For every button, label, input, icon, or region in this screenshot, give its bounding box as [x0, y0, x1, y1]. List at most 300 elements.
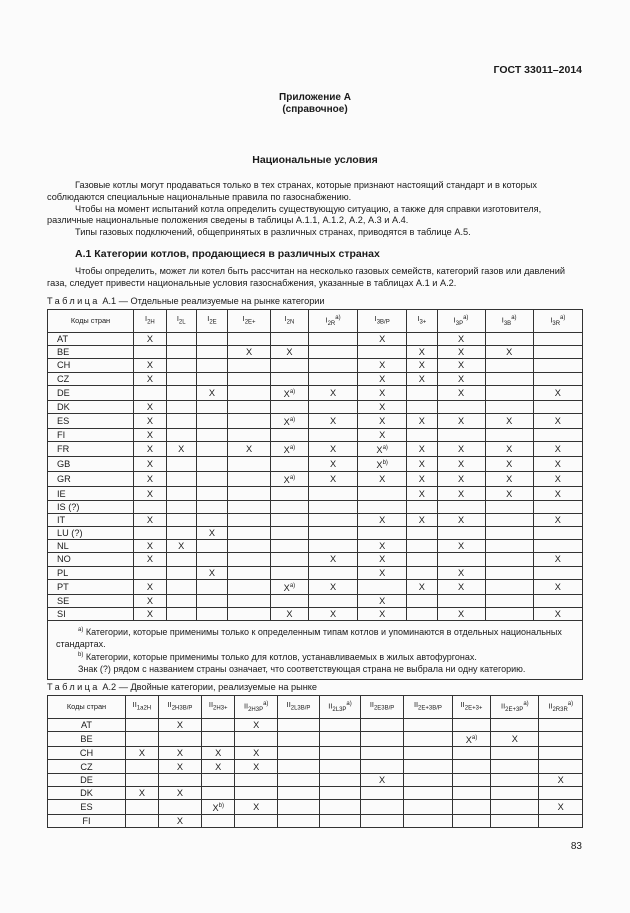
country-code: ES [48, 800, 126, 815]
category-cell: X [533, 457, 582, 472]
category-cell: X [437, 472, 485, 487]
column-header [319, 696, 360, 719]
column-header [358, 310, 407, 333]
category-cell [361, 732, 404, 747]
category-cell [158, 800, 201, 815]
category-cell [158, 773, 201, 786]
category-cell [166, 553, 196, 566]
category-cell: X [158, 786, 201, 799]
category-cell: X [308, 553, 357, 566]
category-cell: X [134, 487, 167, 500]
category-cell [485, 500, 533, 513]
category-cell: X [158, 760, 201, 773]
category-cell [319, 773, 360, 786]
category-cell: X [166, 540, 196, 553]
category-base: I [453, 315, 456, 325]
category-cell [308, 359, 357, 372]
country-code: AT [48, 719, 126, 732]
category-cell: X [437, 333, 485, 346]
country-code: CZ [48, 760, 126, 773]
category-cell [166, 594, 196, 607]
table-row [48, 414, 583, 429]
category-cell [361, 786, 404, 799]
category-cell [539, 815, 583, 828]
country-code: CH [48, 747, 126, 760]
category-cell [308, 429, 357, 442]
category-cell [166, 513, 196, 526]
country-code: BE [48, 346, 134, 359]
category-cell: X [437, 414, 485, 429]
category-cell: X [358, 540, 407, 553]
category-cell [196, 414, 228, 429]
category-cell [278, 815, 320, 828]
category-cell [228, 500, 270, 513]
category-cell: X [485, 472, 533, 487]
category-cell [166, 333, 196, 346]
category-cell: X [166, 442, 196, 457]
category-base: II [369, 700, 374, 710]
category-cell [452, 815, 490, 828]
country-code: AT [48, 333, 134, 346]
category-cell [134, 346, 167, 359]
category-cell [407, 500, 437, 513]
category-cell [196, 372, 228, 385]
category-cell: X [308, 579, 357, 594]
category-cell: $X^{a)}$ [270, 414, 308, 429]
category-cell [358, 487, 407, 500]
category-cell [126, 719, 159, 732]
category-cell [485, 527, 533, 540]
category-note: a) [263, 701, 269, 708]
table-row [48, 372, 583, 385]
category-cell: X [134, 472, 167, 487]
category-base: II [328, 701, 333, 711]
category-cell: X [407, 414, 437, 429]
category-cell [437, 429, 485, 442]
category-cell: X [134, 359, 167, 372]
cell-note: b) [218, 803, 224, 809]
category-cell: X [437, 487, 485, 500]
category-cell [491, 773, 539, 786]
category-cell: X [361, 773, 404, 786]
category-cell: X [308, 385, 357, 400]
table-row [48, 385, 583, 400]
country-code: NL [48, 540, 134, 553]
category-cell [361, 815, 404, 828]
column-header [539, 696, 583, 719]
category-cell [270, 500, 308, 513]
category-note: a) [346, 701, 352, 708]
category-cell [166, 566, 196, 579]
category-cell: X [134, 540, 167, 553]
category-cell: X [134, 457, 167, 472]
category-cell: X [196, 385, 228, 400]
category-cell [270, 553, 308, 566]
category-cell [533, 527, 582, 540]
corner-header: Коды стран [48, 696, 126, 719]
column-header [166, 310, 196, 333]
category-cell [166, 414, 196, 429]
table-row [48, 786, 583, 799]
table1-notes [48, 621, 583, 679]
category-sub: 2E+3+ [464, 705, 483, 712]
country-code: BE [48, 732, 126, 747]
table-row [48, 760, 583, 773]
category-cell: $X^{b)}$ [202, 800, 235, 815]
footnote-sign: Знак (?) рядом с названием страны означает, что соответствующая страна не выбрала ни одну категорию. [78, 663, 526, 674]
column-header [158, 696, 201, 719]
category-cell [228, 472, 270, 487]
category-base: II [243, 701, 249, 711]
category-cell: X [202, 747, 235, 760]
category-cell [166, 400, 196, 413]
category-base: II [208, 700, 214, 710]
category-cell [166, 346, 196, 359]
caption-word: Таблица [47, 682, 100, 692]
category-cell [270, 527, 308, 540]
category-cell [319, 747, 360, 760]
column-header [202, 696, 235, 719]
category-cell [270, 487, 308, 500]
category-cell [404, 760, 453, 773]
table-row [48, 400, 583, 413]
country-code: GB [48, 457, 134, 472]
table-row [48, 719, 583, 732]
category-cell: $X^{a)}$ [452, 732, 490, 747]
table-row [48, 500, 583, 513]
country-code: DK [48, 786, 126, 799]
category-cell [308, 527, 357, 540]
category-cell [202, 773, 235, 786]
category-cell [361, 719, 404, 732]
category-cell [166, 608, 196, 621]
category-note: a) [523, 701, 529, 708]
cell-note: a) [471, 735, 478, 742]
category-cell [539, 732, 583, 747]
category-cell [407, 400, 437, 413]
category-cell: X [437, 385, 485, 400]
category-cell [437, 527, 485, 540]
column-header [308, 310, 357, 333]
category-cell: X [202, 760, 235, 773]
category-cell [437, 400, 485, 413]
country-code: CZ [48, 372, 134, 385]
country-code: NO [48, 553, 134, 566]
category-cell [308, 566, 357, 579]
category-cell: X [533, 442, 582, 457]
caption-text: А.1 — Отдельные реализуемые на рынке категории [99, 296, 325, 306]
table-a2 [47, 695, 583, 828]
category-cell [202, 719, 235, 732]
category-sub: 3P [455, 320, 464, 327]
category-cell [404, 732, 453, 747]
country-code: ES [48, 414, 134, 429]
category-cell: X [533, 487, 582, 500]
category-cell: X [407, 513, 437, 526]
category-sub: 2E [209, 319, 217, 326]
category-cell [361, 800, 404, 815]
category-cell: X [134, 400, 167, 413]
category-cell [228, 359, 270, 372]
category-cell [485, 540, 533, 553]
category-cell: X [485, 487, 533, 500]
category-cell [228, 527, 270, 540]
table-row [48, 608, 583, 621]
category-base: II [132, 700, 137, 710]
category-cell [491, 786, 539, 799]
category-cell [270, 400, 308, 413]
country-code: DE [48, 385, 134, 400]
category-cell [270, 372, 308, 385]
subsection-title: А.1 Категории котлов, продающиеся в различных странах [75, 248, 380, 260]
category-cell [407, 608, 437, 621]
caption-text: А.2 — Двойные категории, реализуемые на рынке [99, 682, 317, 692]
category-base: II [501, 701, 506, 711]
category-base: I [242, 314, 245, 324]
section-title: Национальные условия [252, 154, 378, 166]
column-header [270, 310, 308, 333]
category-cell [308, 400, 357, 413]
column-header [404, 696, 453, 719]
category-cell: X [491, 732, 539, 747]
category-cell [485, 372, 533, 385]
category-cell [485, 359, 533, 372]
category-cell [319, 815, 360, 828]
category-cell [270, 513, 308, 526]
category-cell [533, 333, 582, 346]
column-header [437, 310, 485, 333]
category-cell [404, 815, 453, 828]
category-cell [308, 540, 357, 553]
category-cell [270, 540, 308, 553]
country-code: PL [48, 566, 134, 579]
category-cell: X [308, 442, 357, 457]
category-cell [491, 815, 539, 828]
category-cell: $X^{b)}$ [358, 457, 407, 472]
category-cell [485, 608, 533, 621]
category-cell: X [358, 513, 407, 526]
category-cell: $X^{a)}$ [270, 385, 308, 400]
category-cell: X [437, 359, 485, 372]
category-cell [491, 719, 539, 732]
country-code: GR [48, 472, 134, 487]
category-cell [358, 579, 407, 594]
category-cell [404, 719, 453, 732]
footnote-b [56, 650, 576, 664]
category-cell [166, 500, 196, 513]
category-note: a) [335, 315, 341, 322]
intro-paragraph: Газовые котлы могут продаваться только в тех странах, которые признают настоящий стандарт и в которых соблюдаются специальные национальные правила по газоснабжению. [47, 180, 537, 202]
table2-caption [47, 682, 317, 692]
category-sub: 2H3+ [213, 705, 228, 712]
category-cell [228, 414, 270, 429]
category-cell [235, 786, 278, 799]
country-code: SI [48, 608, 134, 621]
column-header [134, 310, 167, 333]
appendix-title: Приложение А [279, 92, 351, 103]
category-cell: X [228, 346, 270, 359]
country-code: LU (?) [48, 527, 134, 540]
table-row [48, 815, 583, 828]
category-cell [407, 385, 437, 400]
country-code: FI [48, 815, 126, 828]
table-row [48, 429, 583, 442]
category-cell: X [134, 429, 167, 442]
category-cell [202, 732, 235, 747]
table-row [48, 513, 583, 526]
category-base: II [286, 700, 291, 710]
category-base: II [548, 701, 553, 711]
category-cell [166, 487, 196, 500]
category-cell [196, 472, 228, 487]
category-cell [126, 815, 159, 828]
category-cell [404, 786, 453, 799]
category-cell [228, 540, 270, 553]
category-cell [134, 385, 167, 400]
category-cell: X [270, 346, 308, 359]
table-row [48, 732, 583, 747]
category-cell: X [358, 429, 407, 442]
country-code: FI [48, 429, 134, 442]
category-cell [452, 747, 490, 760]
category-cell: X [407, 372, 437, 385]
category-cell: X [437, 566, 485, 579]
category-cell: X [407, 359, 437, 372]
category-cell [270, 594, 308, 607]
footnote-text: Категории, которые применимы только к определенным типам котлов и упоминаются в отдельных национальных стандартах. [56, 627, 562, 649]
category-cell [407, 566, 437, 579]
category-cell [485, 553, 533, 566]
category-cell [166, 359, 196, 372]
category-cell: X [437, 372, 485, 385]
country-code: PT [48, 579, 134, 594]
category-cell: X [235, 800, 278, 815]
table-row [48, 333, 583, 346]
category-cell [196, 513, 228, 526]
category-cell: X [134, 333, 167, 346]
category-cell: X [134, 372, 167, 385]
category-cell [196, 400, 228, 413]
country-code: SE [48, 594, 134, 607]
category-sub: 2L [178, 319, 186, 326]
category-cell: X [134, 579, 167, 594]
page-number: 83 [570, 841, 582, 852]
category-cell [278, 732, 320, 747]
intro-paragraph: Чтобы на момент испытаний котла определить существующую ситуацию, а также для справки изготовителя, различные национальные положения сведены в таблицы А.1.1, А.1.2, А.2, А.3 и А.4. [47, 203, 542, 226]
category-cell: X [437, 346, 485, 359]
category-cell: X [235, 719, 278, 732]
category-cell [407, 333, 437, 346]
category-cell: X [134, 513, 167, 526]
category-cell [126, 732, 159, 747]
category-cell [407, 429, 437, 442]
category-sub: 2E+3P [505, 706, 524, 713]
standard-header: ГОСТ 33011–2014 [493, 64, 582, 76]
category-cell [485, 594, 533, 607]
category-cell: X [539, 800, 583, 815]
subsection-text [47, 266, 583, 290]
category-cell: X [308, 472, 357, 487]
category-cell [533, 346, 582, 359]
category-cell [196, 540, 228, 553]
category-cell [228, 385, 270, 400]
category-cell [491, 760, 539, 773]
cell-note: a) [289, 475, 296, 482]
column-header [491, 696, 539, 719]
category-cell [319, 786, 360, 799]
category-cell [196, 487, 228, 500]
category-cell [437, 500, 485, 513]
table-row [48, 747, 583, 760]
category-cell: X [437, 540, 485, 553]
cell-note: a) [289, 388, 296, 395]
category-cell [126, 760, 159, 773]
column-header [361, 696, 404, 719]
category-cell [361, 747, 404, 760]
category-cell [228, 553, 270, 566]
category-cell [166, 457, 196, 472]
category-base: I [325, 315, 328, 325]
category-cell [270, 566, 308, 579]
category-cell [196, 359, 228, 372]
category-cell [166, 429, 196, 442]
category-cell [319, 719, 360, 732]
category-cell [166, 472, 196, 487]
category-cell: X [485, 457, 533, 472]
category-cell [196, 429, 228, 442]
table1-caption [47, 296, 325, 306]
category-cell [235, 773, 278, 786]
category-cell [407, 594, 437, 607]
category-cell [228, 372, 270, 385]
corner-header: Коды стран [48, 310, 134, 333]
category-cell [126, 773, 159, 786]
category-cell [196, 594, 228, 607]
category-cell [308, 594, 357, 607]
intro-paragraph: Типы газовых подключений, общепринятых в различных странах, приводятся в таблице А.5. [75, 227, 471, 238]
category-base: I [207, 314, 210, 324]
category-cell: X [358, 385, 407, 400]
category-cell [485, 579, 533, 594]
category-base: I [284, 314, 287, 324]
category-cell [308, 333, 357, 346]
category-sub: 1a2H [136, 705, 152, 712]
category-sub: 2N [286, 319, 295, 326]
category-cell: X [308, 414, 357, 429]
country-code: IE [48, 487, 134, 500]
column-header [235, 696, 278, 719]
category-note: a) [560, 315, 566, 322]
category-cell [278, 747, 320, 760]
category-cell: X [134, 442, 167, 457]
table-row [48, 346, 583, 359]
category-cell [228, 594, 270, 607]
category-cell [196, 579, 228, 594]
category-cell: X [358, 400, 407, 413]
category-cell [533, 372, 582, 385]
country-code: DE [48, 773, 126, 786]
category-cell [533, 566, 582, 579]
category-cell: $X^{a)}$ [358, 442, 407, 457]
category-cell [278, 760, 320, 773]
category-cell [539, 719, 583, 732]
category-cell [452, 786, 490, 799]
category-cell: X [358, 594, 407, 607]
column-header [485, 310, 533, 333]
category-cell: X [485, 442, 533, 457]
category-sub: 3R [552, 320, 561, 327]
subsection-paragraph: Чтобы определить, может ли котел быть рассчитан на несколько газовых семейств, категорий газов или давлений газа, следует привести национальные условия газоснабжения, указанные в таблицах А.1 и А.2. [47, 266, 566, 288]
